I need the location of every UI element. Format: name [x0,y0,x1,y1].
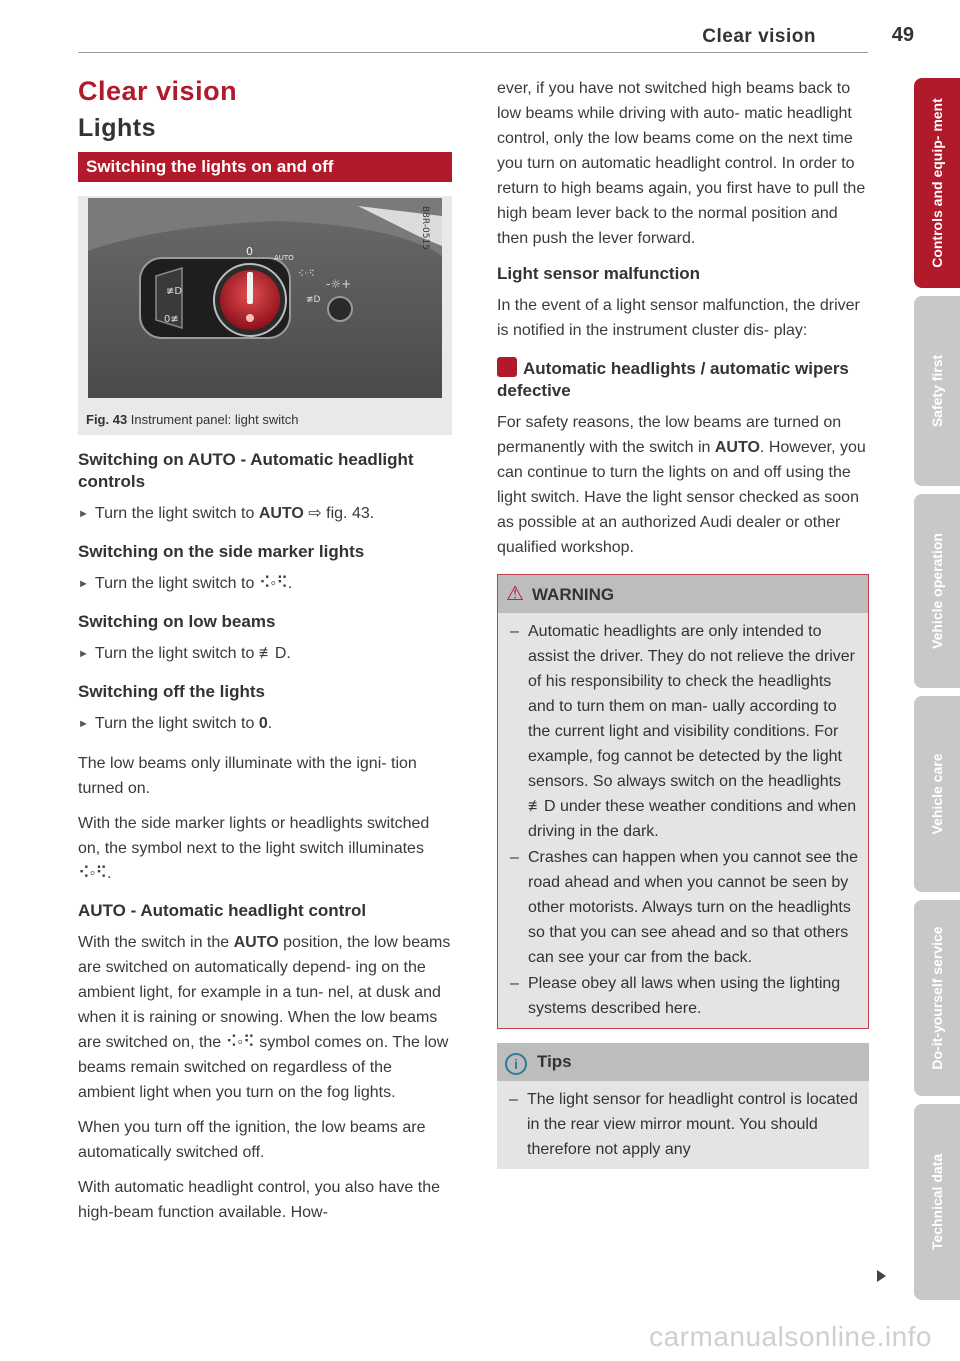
step-arrow-icon: ► [78,648,89,660]
off-position-label: 0 [246,245,253,258]
subheading-sensor-malfunction: Light sensor malfunction [497,264,701,283]
figure-caption [78,406,452,435]
subheading-side-marker: Switching on the side marker lights [78,542,365,561]
warning-header [498,575,868,613]
auto-light-warning-icon [497,357,517,377]
step-side-marker-text: Turn the light switch to ⠪◦⠫. [94,575,293,592]
sidelight-position-icon: ⠪◦⠫ [298,269,315,278]
step-lights-off-suffix: . [267,715,273,732]
subheading-lights-off: Switching off the lights [78,682,265,701]
paragraph-ignition-off: When you turn off the ignition, the low beams are automatically switched off. [78,1119,426,1161]
tab-label: Technical data [929,1153,945,1251]
step-auto [78,501,452,527]
subheading-auto-control: AUTO - Automatic headlight control [78,901,367,920]
watermark: carmanualsonline.info [649,1321,932,1352]
paragraph-sensor-notice: In the event of a light sensor malfunction, the driver is notified in the instrument cluster dis- play: [497,297,860,339]
auto-position-label: AUTO [274,254,294,262]
malfunction-message-text: Automatic headlights / automatic wipers defective [497,359,849,400]
header-section-title: Clear vision [702,26,816,47]
paragraph-safety-bold: AUTO [714,439,760,456]
step-auto-bold: AUTO [258,505,304,522]
tips-item: – The light sensor for headlight control is located in the rear view mirror mount. You should therefore not apply any [505,1087,861,1162]
tips-title: Tips [537,1052,572,1071]
dimmer-wheel [328,297,352,321]
malfunction-message [497,357,869,402]
continue-arrow-icon [877,1270,886,1282]
tab-label: Do-it-yourself service [929,926,945,1070]
subheading-low-beams: Switching on low beams [78,612,276,631]
figure-code: B8R-0515 [420,206,430,250]
warning-list [498,613,868,1028]
step-lights-off-bold: 0 [258,715,268,732]
paragraph-high-beam-cont: ever, if you have not switched high beams back to low beams while driving with auto- matic headlight control, only the low beams come on the next time you turn on automatic headlight control. In order to return to high beams again, you first have to pull the high beam lever back to the normal position and then push the lever forward. [497,80,866,247]
fog-rear-label: 0≢ [164,314,179,325]
chapter-title: Clear vision [78,76,238,106]
tab-label: Vehicle care [929,753,945,835]
info-icon: i [505,1053,527,1075]
paragraph-auto-prefix: With the switch in the [78,934,234,951]
warning-triangle-icon: ⚠ [506,583,524,605]
running-header [78,24,914,53]
tab-label: Vehicle operation [929,533,945,649]
fog-front-label: ≢D [166,286,183,297]
warning-box [497,574,869,1029]
paragraph-symbol: With the side marker lights or headlights switched on, the symbol next to the light switch illuminates ⠪◦⠫. [78,815,430,882]
tab-controls-equipment[interactable] [914,78,960,288]
paragraph-auto-suffix: position, the low beams are switched on automatically depend- ing on the ambient light, for example in a tun- nel, at dusk and when it is raining or snowing. When the low beams are switched on, the ⠪◦⠫ symbol comes on. The low beams remain switched on regardless of the ambient light when you turn on the fog lights. [78,934,451,1101]
warning-item: – Automatic headlights are only intended to assist the driver. They do not relieve the driver of his responsibility to check the headlights and to turn them on man- ually according to the current light and visibility conditions. For example, fog cannot be detected by the light sensors. So always switch on the headlights ≢D under these weather conditions and when driving in the dark. [506,619,860,844]
paragraph-safety-suffix: . However, you can continue to turn the lights on and off using the light switch. Have the light sensor checked as soon as possible at an authorized Audi dealer or other qualified workshop. [497,439,866,556]
section-title: Lights [78,114,156,142]
lowbeam-position-icon: ≢D [306,295,321,305]
tab-do-it-yourself[interactable] [914,900,960,1096]
step-side-marker [78,571,452,597]
paragraph-safety-prefix: For safety reasons, the low beams are turned on permanently with the switch in [497,414,842,456]
figure-caption-text: Instrument panel: light switch [127,412,299,427]
subheading-auto: Switching on AUTO - Automatic headlight controls [78,450,414,491]
step-arrow-icon: ► [78,508,89,520]
figure-light-switch [78,196,452,435]
dimmer-icon: -☼+ [326,277,352,291]
tips-list [497,1081,869,1169]
warning-item: – Crashes can happen when you cannot see the road ahead and when you cannot be seen by other motorists. Always turn on the headlights so that you can see ahead and so that others can see your car from the back. [506,845,860,970]
topic-title: Switching the lights on and off [78,152,452,182]
right-column [497,76,869,1169]
paragraph-high-beam: With automatic headlight control, you also have the high-beam function available. How- [78,1179,440,1221]
step-low-beams [78,641,452,667]
paragraph-auto-bold: AUTO [233,934,279,951]
figure-reference-link[interactable]: ⇨ fig. 43. [303,505,375,522]
step-auto-prefix: Turn the light switch to [94,505,259,522]
step-lights-off [78,711,452,737]
step-lights-off-prefix: Turn the light switch to [94,715,259,732]
warning-title: WARNING [531,585,615,604]
tab-label: Safety first [929,354,945,428]
paragraph-safety-reasons [497,410,869,560]
step-arrow-icon: ► [78,578,89,590]
paragraph-ignition: The low beams only illuminate with the igni- tion turned on. [78,755,417,797]
tab-vehicle-operation[interactable] [914,494,960,688]
warning-item: – Please obey all laws when using the lighting systems described here. [506,971,860,1021]
step-arrow-icon: ► [78,718,89,730]
tips-box [497,1043,869,1169]
left-column [78,74,452,1235]
page-number: 49 [891,24,914,46]
tab-technical-data[interactable] [914,1104,960,1300]
tips-header [497,1043,869,1081]
light-switch-illustration [78,196,452,406]
tab-safety-first[interactable] [914,296,960,486]
paragraph-auto-control [78,930,452,1105]
tab-label: Controls and equip- ment [929,98,945,268]
step-low-beams-text: Turn the light switch to ≢D. [94,645,291,662]
figure-number: Fig. 43 [86,412,128,427]
tab-vehicle-care[interactable] [914,696,960,892]
